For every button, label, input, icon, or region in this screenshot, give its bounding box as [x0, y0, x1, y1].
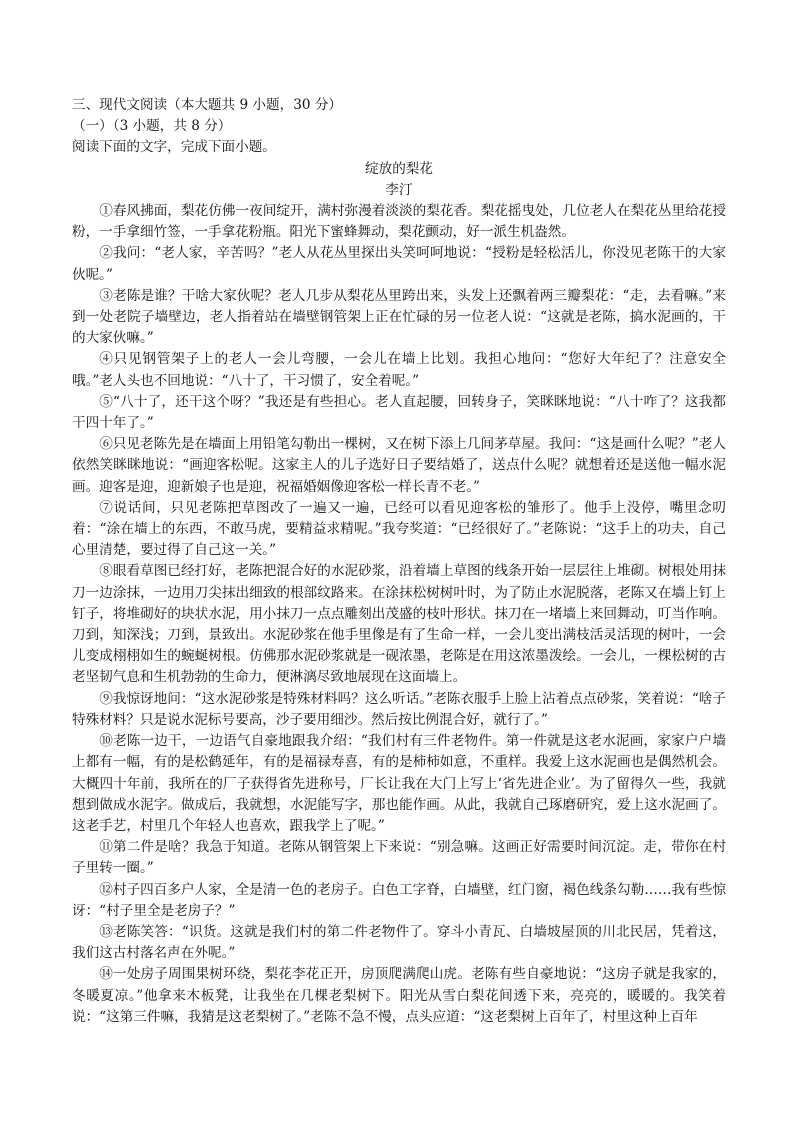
- paragraph-10: ⑩老陈一边干，一边语气自豪地跟我介绍：“我们村有三件老物件。第一件就是这老水泥画，家家户户墙上都有一幅，有的是松鹤延年，有的是福禄寿喜，有的是柿柿如意，不重样。我爱上这水泥画也是偶然机会。大概四十年前，我所在的厂子获得省先进称号，厂长让我在大门上写上‘省先进企业’。为了留得久一些，我就想到做成水泥字。做成后，我就想，水泥能写字，那也能作画。从此，我就自己琢磨研究，爱上这水泥画了。这老手艺，村里几个年轻人也喜欢，跟我学上了呢。”: [72, 733, 726, 834]
- paragraph-1: ①春风拂面，梨花仿佛一夜间绽开，满村弥漫着淡淡的梨花香。梨花摇曳处，几位老人在梨花丛里给花授粉，一手拿细竹签，一手拿花粉瓶。阳光下蜜蜂舞动，梨花颤动，好一派生机盎然。: [72, 203, 726, 241]
- paragraph-5: ⑤“八十了，还干这个呀？”我还是有些担心。老人直起腰，回转身子，笑眯眯地说：“八十咋了？这我都干四十年了。”: [72, 393, 726, 432]
- paragraph-9: ⑨我惊讶地问：“这水泥砂浆是特殊材料吗？这么听话。”老陈衣服手上脸上沾着点点砂浆，笑着说：“啥子特殊材料？只是说水泥标号要高，沙子要用细沙。然后按比例混合好，就行了。”: [72, 690, 726, 728]
- article-author: 李汀: [385, 181, 413, 198]
- article-title: 绽放的梨花: [365, 160, 433, 177]
- paragraph-2: ②我问：“老人家，辛苦吗？”老人从花丛里探出头笑呵呵地说：“授粉是轻松活儿，你没见老陈干的大家伙呢。”: [72, 245, 726, 283]
- paragraph-7: ⑦说话间，只见老陈把草图改了一遍又一遍，已经可以看见迎客松的雏形了。他手上没停，嘴里念叨着：“涂在墙上的东西，不敢马虎，要精益求精呢。”我夸奖道：“已经很好了。”老陈说：“这手上的功夫，自己心里清楚，要过得了自己这一关。”: [72, 499, 726, 559]
- paragraph-4: ④只见钢管架子上的老人一会儿弯腰，一会儿在墙上比划。我担心地问：“您好大年纪了？注意安全哦。”老人头也不回地说：“八十了，干习惯了，安全着呢。”: [72, 351, 726, 389]
- section-subheading: （一）（3 小题，共 8 分）: [72, 118, 232, 135]
- paragraph-6: ⑥只见老陈先是在墙面上用铅笔勾勒出一棵树，又在树下添上几间茅草屋。我问：“这是画什么呢？”老人依然笑眯眯地说：“画迎客松呢。这家主人的儿子选好日子要结婚了，送点什么呢？就想着还是送他一幅水泥画。迎客是迎，迎新娘子也是迎，祝福婚姻像迎客松一样长青不老。”: [72, 436, 726, 495]
- reading-section: [72, 95, 726, 1028]
- paragraph-8: ⑧眼看草图已经打好，老陈把混合好的水泥砂浆，沿着墙上草图的线条开始一层层往上堆砌。树根处用抹刀一边涂抹，一边用刀尖抹出细致的根部纹路来。在涂抹松树树叶时，为了防止水泥脱落，老陈又在墙上钉上钉子，将堆砌好的块状水泥，用小抹刀一点点雕刻出茂盛的枝叶形状。抹刀在一堵墙上来回舞动，叮当作响。刀到，知深浅；刀到，景致出。水泥砂浆在他手里像是有了生命一样，一会儿变出满枝活灵活现的树叶，一会儿变成栩栩如生的蜿蜒树根。仿佛那水泥砂浆就是一砚浓墨，老陈是在用这浓墨泼绘。一会儿，一棵松树的古老坚韧气息和生机勃勃的生命力，便淋漓尽致地展现在这面墙上。: [72, 563, 726, 686]
- section-instruction: 阅读下面的文字，完成下面小题。: [72, 139, 276, 156]
- paragraph-3: ③老陈是谁？干啥大家伙呢？老人几步从梨花丛里跨出来，头发上还飘着两三瓣梨花：“走，去看嘛。”来到一处老院子墙壁边，老人指着站在墙壁钢管架上正在忙碌的另一位老人说：“这就是老陈，搞水泥画的，干的大家伙嘛。”: [72, 287, 726, 347]
- paragraph-14: ⑭一处房子周围果树环绕，梨花李花正开，房顶爬满爬山虎。老陈有些自豪地说：“这房子就是我家的，冬暖夏凉。”他拿来木板凳，让我坐在几棵老梨树下。阳光从雪白梨花间透下来，亮亮的，暖暖的。我笑着说：“这第三件嘛，我猜是这老梨树了。”老陈不急不慢，点头应道：“这老梨树上百年了，村里这种上百年: [72, 966, 726, 1025]
- paragraph-12: ⑫村子四百多户人家，全是清一色的老房子。白色工字脊，白墙壁，红门窗，褐色线条勾勒……我有些惊讶：“村子里全是老房子？”: [72, 881, 726, 919]
- paragraph-11: ⑪第二件是啥？我急于知道。老陈从钢管架上下来说：“别急嘛。这画正好需要时间沉淀。走，带你在村子里转一圈。”: [72, 839, 726, 877]
- paragraph-13: ⑬老陈笑答：“识货。这就是我们村的第二件老物件了。穿斗小青瓦、白墙坡屋顶的川北民居，凭着这，我们这古村落名声在外呢。”: [72, 923, 726, 962]
- section-heading: 三、现代文阅读（本大题共 9 小题，30 分）: [72, 97, 343, 113]
